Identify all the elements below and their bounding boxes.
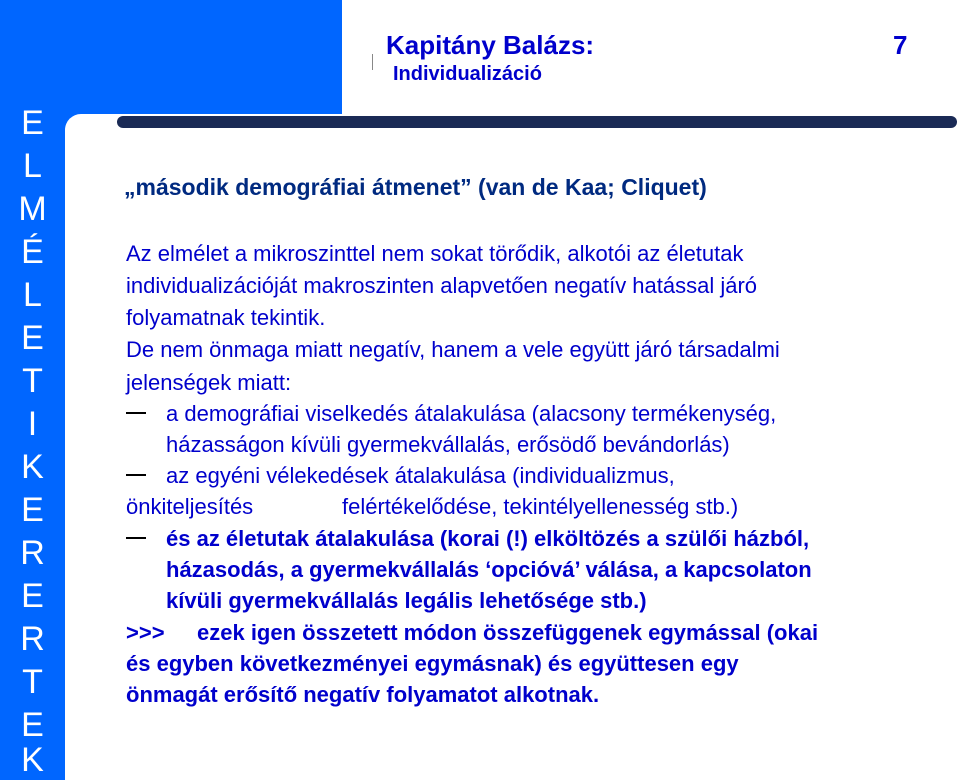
paragraph-line: De nem önmaga miatt negatív, hanem a vele együtt járó társadalmi [126, 337, 780, 362]
sidebar-letter: E [21, 491, 44, 529]
conclusion-line: és egyben következményei egymásnak) és együttesen egy [126, 651, 739, 676]
sidebar-letter: R [20, 534, 45, 572]
bullet-dash [126, 474, 146, 476]
conclusion-prefix: >>> [126, 620, 165, 645]
sidebar-letter: E [21, 577, 44, 615]
bullet-line: a demográfiai viselkedés átalakulása (alacsony termékenység, [166, 401, 777, 426]
bullet-line: önkiteljesítés [126, 494, 254, 519]
sidebar-letter: I [27, 405, 38, 443]
paragraph-line: folyamatnak tekintik. [126, 305, 326, 330]
bullet-dash [126, 537, 146, 539]
header-author: Kapitány Balázs: [386, 30, 595, 60]
paragraph-line: jelenségek miatt: [126, 370, 292, 395]
bullet-line: és az életutak átalakulása (korai (!) elköltözés a szülői házból, [166, 526, 810, 551]
page-number: 7 [893, 30, 908, 60]
conclusion-line: önmagát erősítő negatív folyamatot alkotnak. [126, 682, 600, 707]
sidebar-letter: E [21, 104, 44, 142]
paragraph-line: individualizációját makroszinten alapvetően negatív hatással járó [126, 273, 758, 298]
sidebar-letter: E [21, 706, 44, 744]
bullet-line: kívüli gyermekvállalás legális lehetősége stb.) [166, 588, 647, 613]
header-rule [117, 116, 957, 128]
bullet-line: az egyéni vélekedések átalakulása (individualizmus, [166, 463, 675, 488]
sidebar-letter: K [21, 448, 44, 486]
sidebar-letter: T [22, 362, 43, 400]
sidebar-letter: L [23, 276, 42, 314]
bullet-line: házasodás, a gyermekvállalás ‘opcióvá’ válása, a kapcsolaton [166, 557, 812, 582]
sidebar-letter: L [23, 147, 42, 185]
bullet-line: felértékelődése, tekintélyellenesség stb.) [342, 494, 739, 519]
header-subtitle: Individualizáció [393, 63, 542, 85]
bullet-dash [126, 412, 146, 414]
sidebar-letter: M [18, 190, 47, 228]
conclusion-line: ezek igen összetett módon összefüggenek egymással (okai [197, 620, 819, 645]
sidebar-letter: É [21, 233, 44, 271]
header-corner-block [65, 0, 342, 130]
bullet-line: házasságon kívüli gyermekvállalás, erősödő bevándorlás) [166, 432, 730, 457]
paragraph-line: Az elmélet a mikroszinttel nem sokat törődik, alkotói az életutak [126, 241, 744, 266]
sidebar-letter: K [21, 741, 44, 779]
sidebar-letter: E [21, 319, 44, 357]
sidebar-letter: T [22, 663, 43, 701]
sidebar [0, 0, 65, 780]
sidebar-letter: R [20, 620, 45, 658]
slide-heading: „második demográfiai átmenet” (van de Kaa; Cliquet) [124, 174, 707, 200]
header-divider [372, 54, 373, 70]
